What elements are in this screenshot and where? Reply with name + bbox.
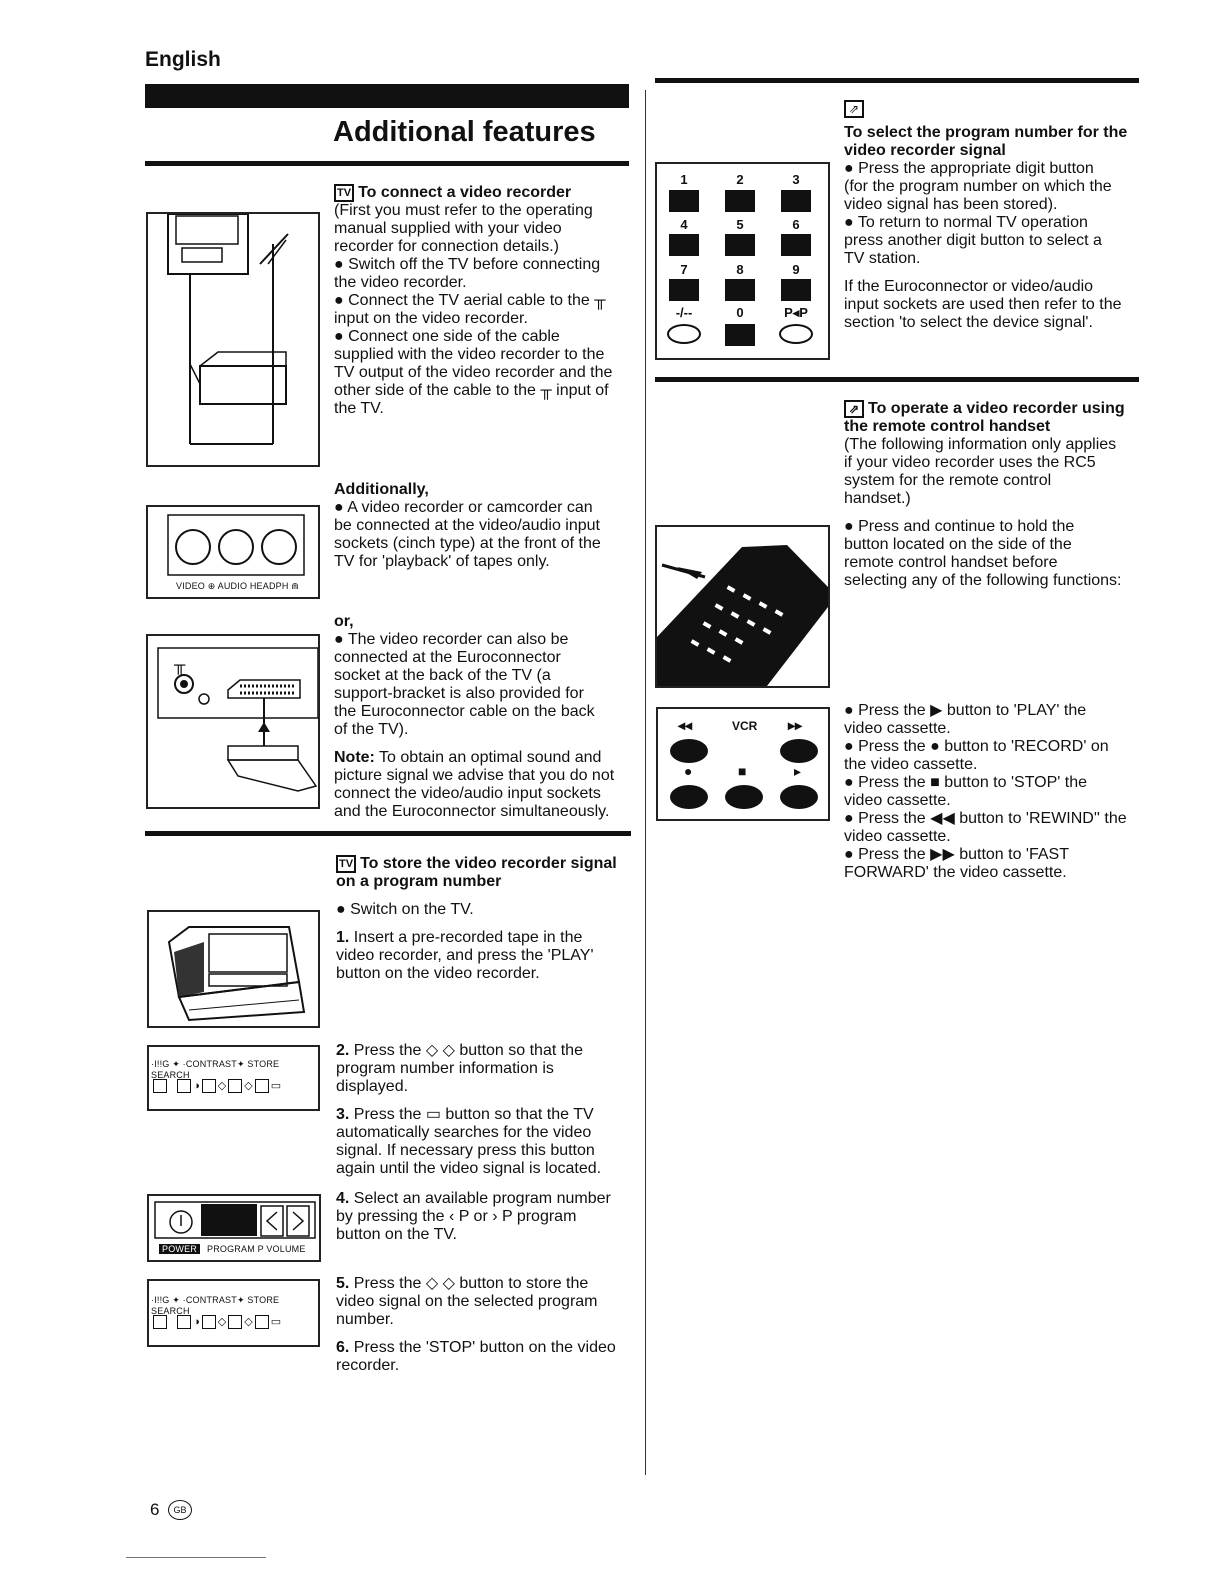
key-pp [779,324,813,344]
power-label: POWER [159,1244,200,1254]
store-steps-2-3 [336,1042,636,1244]
text-line: FORWARD' the video cassette. [844,864,1067,881]
step-num: 5. [336,1275,350,1292]
program-volume-label: PROGRAM P VOLUME [207,1244,306,1254]
control-strip-buttons: ◑ ◇ ◇ ▭ [151,1079,281,1093]
control-strip-1 [147,1045,320,1111]
text-line: be connected at the video/audio input [334,517,600,534]
text-line: (First you must refer to the operating [334,202,593,220]
play-button [780,785,818,809]
text-line: recorder. [336,1357,400,1374]
text-line: ● Press the ● button to 'RECORD' on [844,738,1109,755]
control-strip-label: ·I!!G ✦ ·CONTRAST✦ STORE SEARCH [151,1059,280,1080]
key-label: 6 [792,217,800,232]
country-badge: GB [168,1500,192,1520]
key-4 [669,234,699,256]
control-strip-label: ·I!!G ✦ ·CONTRAST✦ STORE SEARCH [151,1295,280,1316]
front-panel-label: VIDEO ⊕ AUDIO HEADPH ⋒ [176,581,300,591]
text-line: manual supplied with your video [334,220,562,238]
key-label: 0 [736,305,744,320]
text-line: section 'to select the device signal'. [844,314,1093,331]
key-label: 4 [680,217,688,232]
key-6 [781,234,811,256]
text-line: ● Press and continue to hold the [844,518,1075,536]
text-line: Press the ◇ ◇ button so that the [349,1042,583,1059]
step-0: ● Switch on the TV. [336,901,474,919]
store-heading: To store the video recorder signal [360,855,617,873]
functions-block [844,702,1144,882]
key-7 [669,279,699,301]
text-line: TV station. [844,250,921,267]
stop-symbol: ■ [738,763,747,779]
text-line: If the Euroconnector or video/audio [844,278,1094,295]
vcr-label: VCR [732,719,758,733]
connection-diagram [146,212,320,467]
key-8 [725,279,755,301]
text-line: if your video recorder uses the RC5 [844,454,1096,472]
cassette-diagram [147,910,320,1028]
text-line: video recorder, and press the 'PLAY' [336,947,594,965]
key-label: 3 [792,172,800,187]
text-line: support-bracket is also provided for [334,685,584,702]
text-line: of the TV). [334,721,409,738]
key-0 [725,324,755,346]
text-line: ● Press the ▶ button to 'PLAY' the [844,702,1087,719]
footer-rule [126,1557,266,1558]
divider-1 [145,161,629,166]
text-line: video signal on the selected program [336,1293,598,1310]
key-9 [781,279,811,301]
text-line: signal. If necessary press this button [336,1142,595,1159]
text-line: supplied with the video recorder to the [334,346,605,364]
store-heading-2: on a program number [336,873,502,891]
language-label: English [145,48,221,71]
tv-icon: TV [334,184,354,202]
text-line: system for the remote control [844,472,1052,490]
store-steps-5-6 [336,1275,636,1375]
step-num: 4. [336,1190,350,1207]
stop-button [725,785,763,809]
text-line: button located on the side of the [844,536,1072,554]
text-line: ● The video recorder can also be [334,631,569,648]
euroconnector-diagram [146,634,320,809]
or-heading: or, [334,613,354,630]
keypad-diagram [655,162,830,360]
text-line: connect the video/audio input sockets [334,785,601,802]
text-line: displayed. [336,1078,409,1095]
connect-heading: To connect a video recorder [358,184,572,202]
page-number: 6 [150,1500,160,1519]
text-line: input on the video recorder. [334,310,528,328]
key-label: -/-- [675,305,693,320]
key-2 [725,190,755,212]
operate-heading: To operate a video recorder using [868,400,1125,418]
text-line: by pressing the ‹ P or › P program [336,1208,577,1225]
text-line: sockets (cinch type) at the front of the [334,535,601,552]
play-symbol: ▸ [794,763,802,779]
key-dash [667,324,701,344]
text-line: recorder for connection details.) [334,238,559,256]
divider-right [655,377,1139,382]
text-line: program number information is [336,1060,554,1077]
control-strip-2 [147,1279,320,1347]
or-block [334,613,634,821]
text-line: ● Press the ◀◀ button to 'REWIND'' the [844,810,1127,827]
text-line: ● A video recorder or camcorder can [334,499,593,516]
text-line: press another digit button to select a [844,232,1102,249]
text-line: Press the 'STOP' button on the video [349,1339,616,1356]
ff-button [780,739,818,763]
key-label: 2 [736,172,744,187]
divider-2 [145,831,631,836]
text-line: input sockets are used then refer to the [844,296,1122,313]
text-line: and the Euroconnector simultaneously. [334,803,610,820]
text-line: the TV. [334,400,384,418]
key-3 [781,190,811,212]
text-line: socket at the back of the TV (a [334,667,551,684]
text-line: handset.) [844,490,911,508]
text-line: ● Connect one side of the cable [334,328,560,346]
operate-block [844,400,1144,590]
key-label: 9 [792,262,800,277]
text-line: (for the program number on which the [844,178,1112,195]
key-1 [669,190,699,212]
text-line: Press the ▭ button so that the TV [349,1106,594,1123]
svg-text:╥: ╥ [174,657,186,674]
text-line: ● Switch off the TV before connecting [334,256,601,274]
text-line: automatically searches for the video [336,1124,592,1141]
tv-icon: TV [336,855,356,873]
remote-icon: ⇗ [844,400,864,418]
text-line: again until the video signal is located. [336,1160,602,1177]
front-panel-diagram [146,505,320,599]
control-strip-buttons: ◑ ◇ ◇ ▭ [151,1315,281,1329]
store-block [336,855,636,983]
step-num: 2. [336,1042,350,1059]
additionally-heading: Additionally, [334,481,429,498]
text-line: video cassette. [844,792,951,809]
text-line: video signal has been stored). [844,196,1058,213]
text-line: video cassette. [844,720,951,737]
key-label: 5 [736,217,744,232]
text-line: (The following information only applies [844,436,1117,454]
text-line: Press the ◇ ◇ button to store the [349,1275,589,1292]
rewind-button [670,739,708,763]
record-symbol: ● [684,763,693,779]
connect-block [334,184,634,418]
text-line: Insert a pre-recorded tape in the [349,929,583,947]
text-line: the video cassette. [844,756,978,773]
text-line: number. [336,1311,394,1328]
vcr-control-panel [656,707,830,821]
text-line: ● Connect the TV aerial cable to the ╥ [334,292,606,310]
text-line: connected at the Euroconnector [334,649,561,666]
key-5 [725,234,755,256]
key-label: P◂P [784,305,808,320]
text-line: To obtain an optimal sound and [374,749,602,766]
rewind-label: ◂◂ [678,717,693,733]
text-line: video cassette. [844,828,951,845]
text-line: selecting any of the following functions: [844,572,1122,590]
select-heading-2: video recorder signal [844,142,1006,159]
step-num: 3. [336,1106,350,1123]
key-label: 8 [736,262,744,277]
key-label: 7 [680,262,688,277]
text-line: ● Press the ■ button to 'STOP' the [844,774,1088,791]
text-line: button on the TV. [336,1226,457,1243]
text-line: the Euroconnector cable on the back [334,703,595,720]
section-title: Additional features [333,116,596,148]
step-num: 1. [336,929,350,947]
record-button [670,785,708,809]
select-heading: To select the program number for the [844,124,1128,141]
text-line: ● Press the appropriate digit button [844,160,1094,177]
column-rule [645,90,646,1475]
note-label: Note: [334,749,375,766]
text-line: TV for 'playback' of tapes only. [334,553,550,570]
text-line: TV output of the video recorder and the [334,364,613,382]
select-program-block [844,124,1144,332]
ff-label: ▸▸ [788,717,803,733]
step-num: 6. [336,1339,350,1356]
text-line: remote control handset before [844,554,1058,572]
top-bar-right [655,78,1139,83]
text-line: ● To return to normal TV operation [844,214,1088,231]
power-panel [147,1194,321,1262]
top-bar-left [145,84,629,108]
text-line: other side of the cable to the ╥ input of [334,382,609,400]
additionally-block [334,481,634,571]
operate-heading-2: the remote control handset [844,418,1051,436]
text-line: Select an available program number [349,1190,611,1207]
remote-handset-diagram [655,525,830,688]
text-line: the video recorder. [334,274,467,292]
text-line: picture signal we advise that you do not [334,767,615,784]
text-line: ● Press the ▶▶ button to 'FAST [844,846,1069,863]
text-line: button on the video recorder. [336,965,540,983]
remote-icon: ⇗ [844,100,864,118]
key-label: 1 [680,172,688,187]
